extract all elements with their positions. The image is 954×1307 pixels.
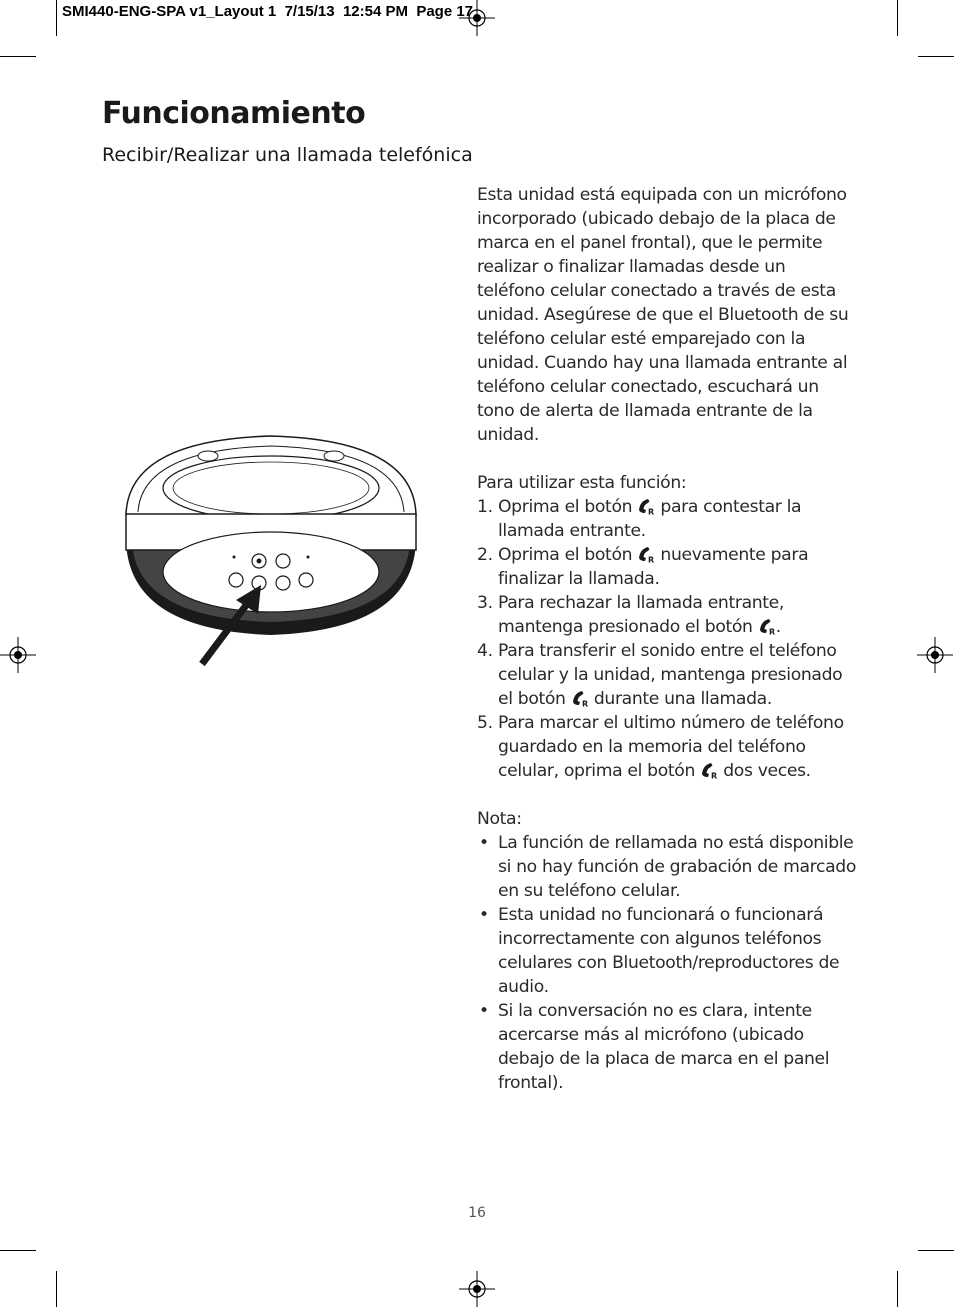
phone-call-icon bbox=[758, 617, 776, 635]
svg-text:R: R bbox=[768, 627, 775, 635]
note-text: La función de rellamada no está disponible si no hay función de grabación de marcado en su teléfono celular. bbox=[498, 833, 857, 901]
step-text: para contestar la llamada entrante. bbox=[498, 497, 802, 541]
step-text: Para marcar el ultimo número de teléfono guardado en la memoria del teléfono celular, oprima el botón bbox=[498, 713, 844, 781]
registration-mark-left-icon bbox=[0, 637, 36, 673]
step-item bbox=[477, 711, 857, 783]
step-text: nuevamente para finalizar la llamada. bbox=[498, 545, 809, 589]
note-text: Si la conversación no es clara, intente acercarse más al micrófono (ubicado debajo de la placa de marca en el panel frontal). bbox=[498, 1001, 830, 1093]
page-number: 16 bbox=[468, 1205, 486, 1221]
registration-mark-right-icon bbox=[917, 637, 953, 673]
svg-text:R: R bbox=[648, 507, 655, 515]
crop-mark-bottom-right-v bbox=[897, 1271, 898, 1307]
svg-text:R: R bbox=[581, 699, 588, 707]
note-item bbox=[477, 831, 857, 903]
step-item bbox=[477, 543, 857, 591]
registration-mark-bottom-icon bbox=[459, 1271, 495, 1307]
phone-call-icon bbox=[700, 761, 718, 779]
crop-mark-top-right-h bbox=[918, 56, 954, 57]
svg-text:R: R bbox=[711, 771, 717, 779]
printer-slug-line: SMI440-ENG-SPA v1_Layout 1 7/15/13 12:54 PM Page 17 bbox=[62, 3, 474, 20]
step-text: Para rechazar la llamada entrante, mantenga presionado el botón bbox=[498, 593, 785, 637]
usage-heading: Para utilizar esta función: bbox=[477, 473, 687, 493]
speaker-device-illustration bbox=[118, 430, 424, 670]
step-text: Oprima el botón bbox=[498, 497, 633, 517]
step-number: 1. bbox=[477, 497, 493, 517]
step-text: . bbox=[775, 617, 781, 637]
note-heading: Nota: bbox=[477, 809, 522, 829]
svg-text:R: R bbox=[648, 555, 655, 563]
step-text: Para transferir el sonido entre el teléfono celular y la unidad, mantenga presionado el botón bbox=[498, 641, 843, 709]
step-text: Oprima el botón bbox=[498, 545, 633, 565]
note-bullet: • bbox=[479, 1001, 489, 1021]
crop-mark-top-left-h bbox=[0, 56, 36, 57]
step-item bbox=[477, 639, 857, 711]
note-item bbox=[477, 999, 857, 1095]
instructions-column bbox=[477, 183, 857, 1095]
note-bullet: • bbox=[479, 833, 489, 853]
section-subtitle: Recibir/Realizar una llamada telefónica bbox=[102, 144, 473, 166]
step-number: 5. bbox=[477, 713, 493, 733]
step-number: 2. bbox=[477, 545, 493, 565]
crop-mark-top-right-v bbox=[897, 0, 898, 36]
note-item bbox=[477, 903, 857, 999]
crop-mark-bottom-left-v bbox=[56, 1271, 57, 1307]
step-number: 4. bbox=[477, 641, 493, 661]
crop-mark-top-left-v bbox=[56, 0, 57, 36]
intro-paragraph: Esta unidad está equipada con un micrófono incorporado (ubicado debajo de la placa de marca en el panel frontal), que le permite realizar o finalizar llamadas desde un teléfono celular conectado a través de esta unidad. Asegúrese de que el Bluetooth de su teléfono celular esté emparejado con la unidad. Cuando hay una llamada entrante al teléfono celular conectado, escuchará un tono de alerta de llamada entrante de la unidad. bbox=[477, 185, 849, 445]
registration-mark-top-icon bbox=[459, 0, 495, 36]
phone-call-icon bbox=[571, 689, 589, 707]
step-item bbox=[477, 591, 857, 639]
step-item bbox=[477, 495, 857, 543]
step-text: durante una llamada. bbox=[593, 689, 772, 709]
crop-mark-bottom-left-h bbox=[0, 1250, 36, 1251]
step-number: 3. bbox=[477, 593, 493, 613]
step-text: dos veces. bbox=[723, 761, 811, 781]
note-bullet: • bbox=[479, 905, 489, 925]
crop-mark-bottom-right-h bbox=[918, 1250, 954, 1251]
phone-call-icon bbox=[637, 497, 655, 515]
page-title: Funcionamiento bbox=[102, 96, 366, 131]
note-text: Esta unidad no funcionará o funcionará incorrectamente con algunos teléfonos celulares con Bluetooth/reproductores de audio. bbox=[498, 905, 840, 997]
phone-call-icon bbox=[637, 545, 655, 563]
